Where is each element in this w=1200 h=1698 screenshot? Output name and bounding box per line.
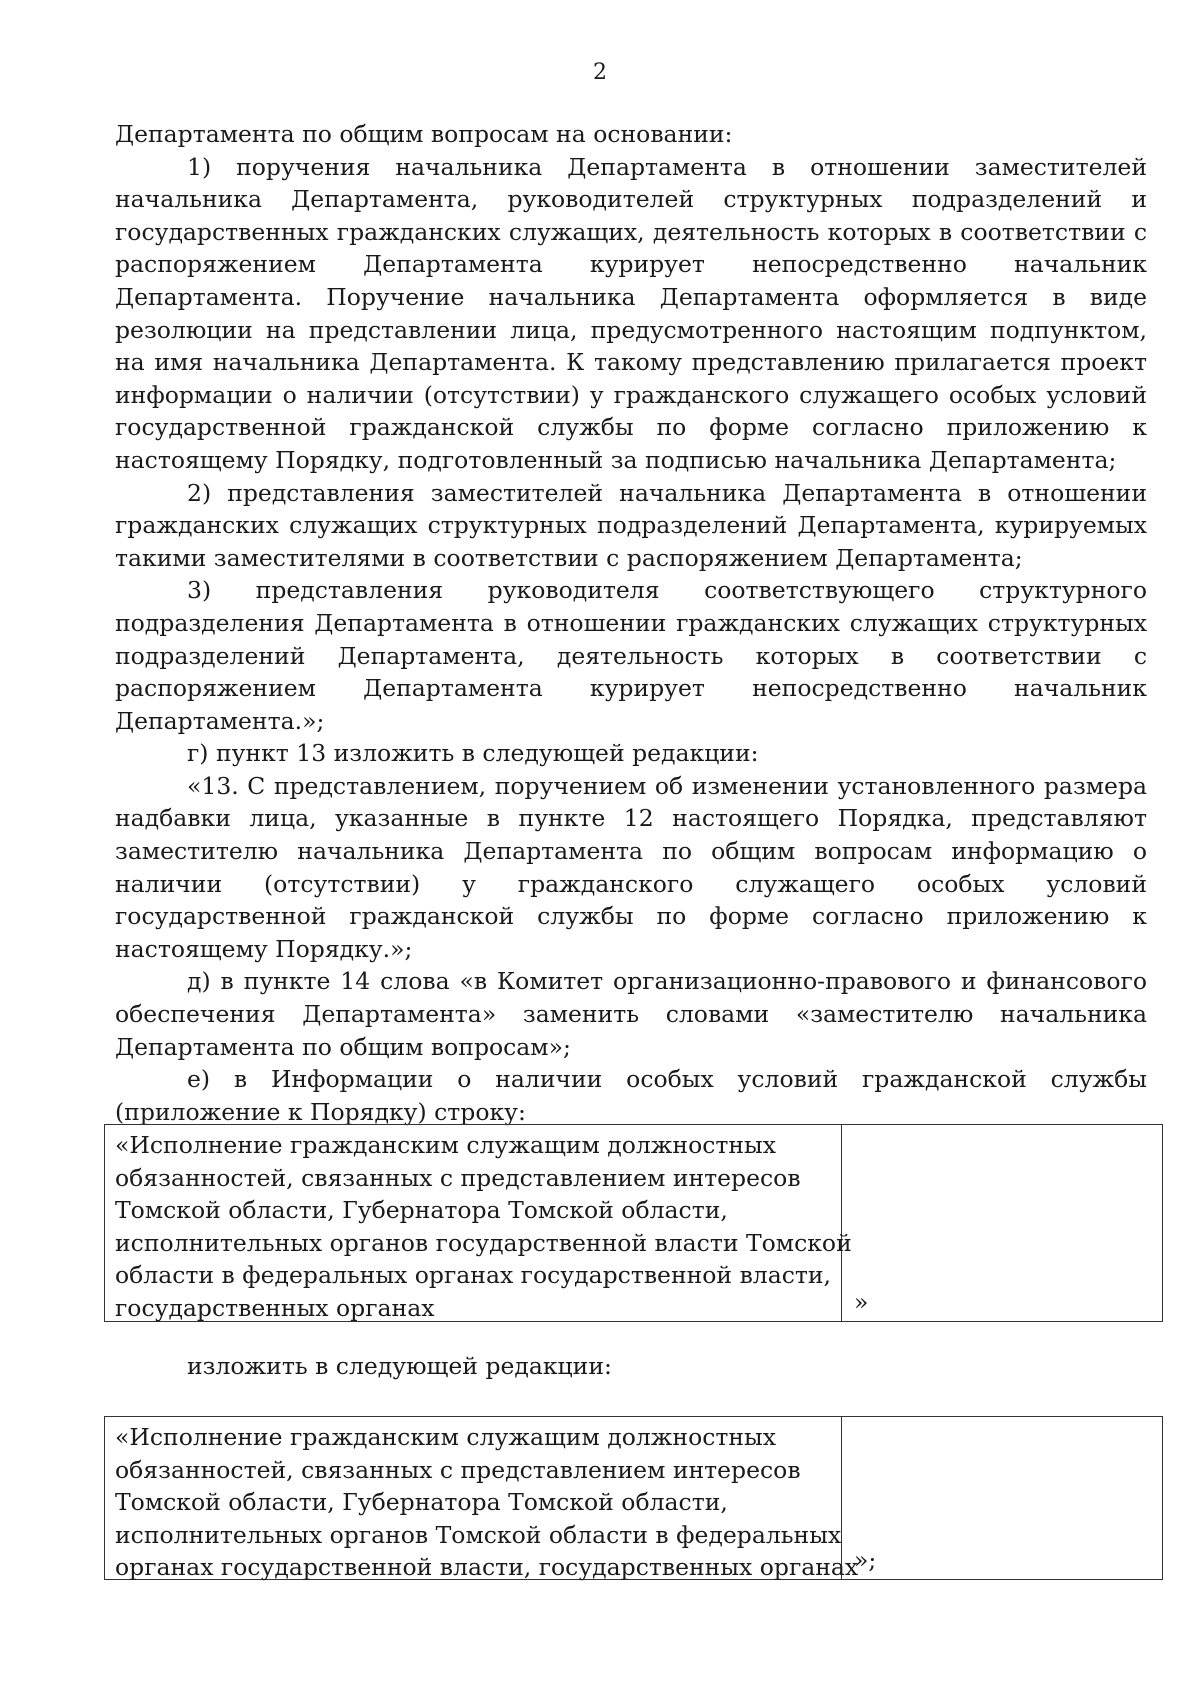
table-line: исполнительных органов Томской области в федеральных: [115, 1520, 842, 1549]
old-row-empty-cell: [842, 1125, 1162, 1321]
closing-quote: »: [854, 1288, 869, 1317]
table-line: Томской области, Губернатора Томской области,: [115, 1488, 728, 1517]
table-line: исполнительных органов государственной власти Томской: [115, 1228, 852, 1257]
paragraph: д) в пункте 14 слова «в Комитет организационно-правового и финансового обеспечения Департамента» заменить словами «заместителю начальника Департамента по общим вопросам»;: [115, 967, 1147, 1061]
body-text: [115, 118, 1147, 1128]
table-line: органах государственной власти, государственных органах: [115, 1553, 859, 1582]
table-line: Томской области, Губернатора Томской области,: [115, 1196, 728, 1225]
table-line: «Исполнение гражданским служащим должностных: [115, 1131, 776, 1159]
old-row-text-cell: [105, 1125, 852, 1322]
paragraph: 2) представления заместителей начальника Департамента в отношении гражданских служащих структурных подразделений Департамента, курируемых такими заместителями в соответствии с распоряжением Департамента;: [115, 478, 1147, 572]
new-row-text-cell: [105, 1417, 859, 1582]
table-line: государственных органах: [115, 1293, 435, 1322]
table-line: «Исполнение гражданским служащим должностных: [115, 1423, 776, 1451]
paragraph: «13. С представлением, поручением об изменении установленного размера надбавки лица, указанные в пункте 12 настоящего Порядка, представляют заместителю начальника Департамента по общим вопросам информацию о наличии (отсутствии) у гражданского служащего особых условий государственной гражданской службы по форме согласно приложению к настоящему Порядку.»;: [115, 771, 1147, 963]
new-row-table: [104, 1416, 1163, 1580]
page-number: 2: [593, 60, 607, 85]
table-line: обязанностей, связанных с представлением интересов: [115, 1163, 801, 1192]
old-row-table: [104, 1124, 1163, 1322]
paragraph: Департамента по общим вопросам на основании:: [115, 120, 733, 148]
table-line: обязанностей, связанных с представлением интересов: [115, 1455, 801, 1484]
table-line: области в федеральных органах государственной власти,: [115, 1261, 832, 1290]
paragraph: 3) представления руководителя соответствующего структурного подразделения Департамента в отношении гражданских служащих структурных подразделений Департамента, деятельность которых в соответствии с распоряжением Департамента курирует непосредственно начальник Департамента.»;: [115, 576, 1147, 735]
middle-text: изложить в следующей редакции:: [187, 1352, 612, 1380]
closing-quote: »;: [854, 1546, 877, 1575]
paragraph: 1) поручения начальника Департамента в отношении заместителей начальника Департамента, руководителей структурных подразделений и государственных гражданских служащих, деятельность которых в соответствии с распоряжением Департамента курирует непосредственно начальник Департамента. Поручение начальника Департамента оформляется в виде резолюции на представлении лица, предусмотренного настоящим подпунктом, на имя начальника Департамента. К такому представлению прилагается проект информации о наличии (отсутствии) у гражданского служащего особых условий государственной гражданской службы по форме согласно приложению к настоящему Порядку, подготовленный за подписью начальника Департамента;: [115, 152, 1147, 474]
paragraph: е) в Информации о наличии особых условий гражданской службы (приложение к Порядку) строку:: [115, 1065, 1147, 1126]
paragraph: г) пункт 13 изложить в следующей редакции:: [187, 739, 759, 768]
new-row-empty-cell: [842, 1417, 1162, 1579]
